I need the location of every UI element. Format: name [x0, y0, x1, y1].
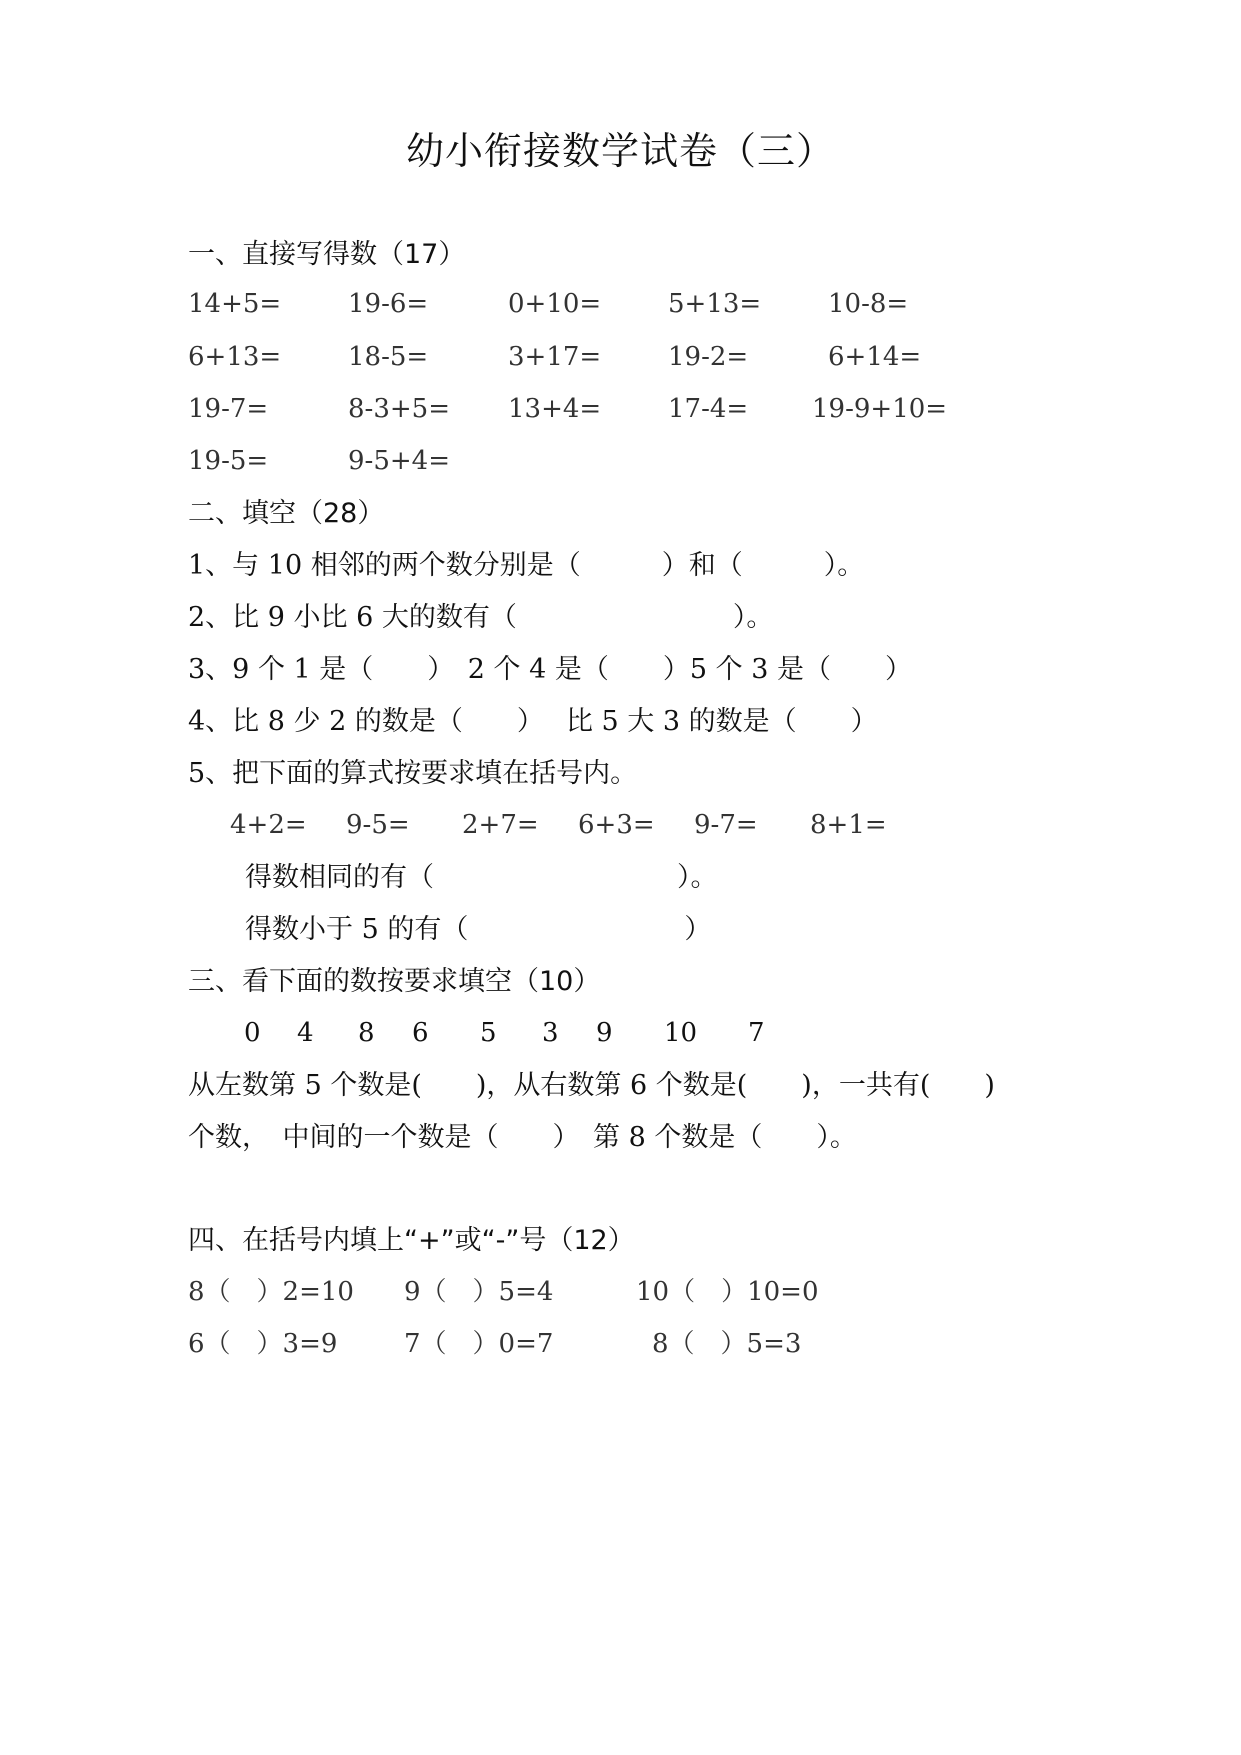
- q5-same-result: 得数相同的有（ ）。: [245, 862, 718, 893]
- section1-heading: 一、直接写得数（17）: [188, 239, 466, 270]
- section4-heading: 四、在括号内填上“+”或“-”号（12）: [188, 1225, 635, 1256]
- s1-r2-c4: 19-2=: [668, 342, 749, 372]
- s1-r3-c5: 19-9+10=: [812, 394, 948, 424]
- s4-r1-c2: 9（ ）5=4: [404, 1277, 554, 1307]
- number-5: 5: [480, 1018, 497, 1048]
- s1-r2-c1: 6+13=: [188, 342, 282, 372]
- q5-expr-2: 9-5=: [346, 810, 410, 840]
- section3-heading: 三、看下面的数按要求填空（10）: [188, 966, 601, 997]
- s1-r3-c4: 17-4=: [668, 394, 749, 424]
- s1-r1-c2: 19-6=: [348, 289, 429, 319]
- q5-expr-5: 9-7=: [694, 810, 758, 840]
- number-2: 4: [297, 1018, 314, 1048]
- s4-r2-c2: 7（ ）0=7: [404, 1329, 554, 1359]
- s1-r3-c1: 19-7=: [188, 394, 269, 424]
- number-6: 3: [542, 1018, 559, 1048]
- fill-question-4: 4、比 8 少 2 的数是（ ） 比 5 大 3 的数是（ ）: [188, 706, 878, 737]
- s4-r1-c3: 10（ ）10=0: [636, 1277, 819, 1307]
- s1-r1-c4: 5+13=: [668, 289, 762, 319]
- q5-expr-4: 6+3=: [578, 810, 655, 840]
- number-4: 6: [412, 1018, 429, 1048]
- s4-r2-c1: 6（ ）3=9: [188, 1329, 338, 1359]
- s4-r1-c1: 8（ ）2=10: [188, 1277, 354, 1307]
- s1-r4-c1: 19-5=: [188, 446, 269, 476]
- fill-question-5: 5、把下面的算式按要求填在括号内。: [188, 758, 638, 789]
- fill-question-2: 2、比 9 小比 6 大的数有（ ）。: [188, 602, 774, 633]
- s1-r4-c2: 9-5+4=: [348, 446, 450, 476]
- number-3: 8: [358, 1018, 375, 1048]
- page-title: 幼小衔接数学试卷（三）: [405, 129, 835, 173]
- s1-r1-c3: 0+10=: [508, 289, 602, 319]
- s1-r3-c3: 13+4=: [508, 394, 602, 424]
- s1-r2-c3: 3+17=: [508, 342, 602, 372]
- s1-r2-c2: 18-5=: [348, 342, 429, 372]
- number-7: 9: [596, 1018, 613, 1048]
- s1-r3-c2: 8-3+5=: [348, 394, 450, 424]
- q5-expr-6: 8+1=: [810, 810, 887, 840]
- q5-less-than-five: 得数小于 5 的有（ ）: [245, 914, 712, 945]
- s4-r2-c3: 8（ ）5=3: [652, 1329, 802, 1359]
- q5-expr-1: 4+2=: [230, 810, 307, 840]
- number-8: 10: [664, 1018, 698, 1048]
- q5-expr-3: 2+7=: [462, 810, 539, 840]
- sequence-question-line-2: 个数， 中间的一个数是（ ） 第 8 个数是（ ）。: [188, 1122, 857, 1153]
- section2-heading: 二、填空（28）: [188, 498, 385, 529]
- sequence-question-line-1: 从左数第 5 个数是( )，从右数第 6 个数是( )，一共有( ): [188, 1070, 995, 1101]
- s1-r2-c5: 6+14=: [828, 342, 922, 372]
- number-1: 0: [244, 1018, 261, 1048]
- fill-question-1: 1、与 10 相邻的两个数分别是（ ）和（ ）。: [188, 550, 865, 581]
- s1-r1-c1: 14+5=: [188, 289, 282, 319]
- s1-r1-c5: 10-8=: [828, 289, 909, 319]
- number-9: 7: [748, 1018, 765, 1048]
- fill-question-3: 3、9 个 1 是（ ） 2 个 4 是（ ）5 个 3 是（ ）: [188, 654, 912, 685]
